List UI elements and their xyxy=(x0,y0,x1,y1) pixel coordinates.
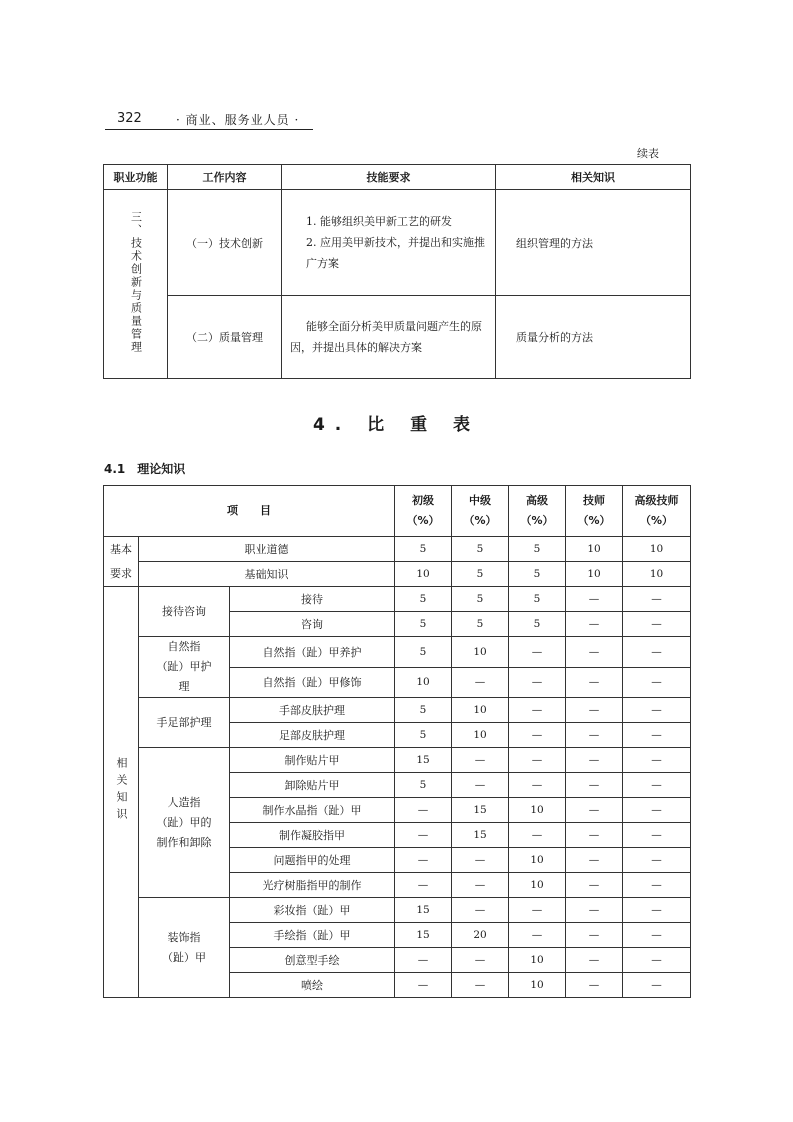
value-cell: 15 xyxy=(452,798,509,823)
col-header-skills: 技能要求 xyxy=(282,165,496,190)
value-cell: 10 xyxy=(509,848,566,873)
value-cell: — xyxy=(566,948,623,973)
group-label: 基本要求 xyxy=(110,542,132,580)
value-cell: — xyxy=(452,873,509,898)
category-label: 接待咨询 xyxy=(162,604,206,618)
value-cell: 15 xyxy=(395,748,452,773)
col-header-function: 职业功能 xyxy=(104,165,168,190)
value-cell: 5 xyxy=(395,698,452,723)
value-cell: 10 xyxy=(623,562,691,587)
value-cell: 5 xyxy=(395,773,452,798)
section-title: 4. 比 重 表 xyxy=(312,415,481,435)
subitem-label: 光疗树脂指甲的制作 xyxy=(230,873,395,898)
weight-table-header xyxy=(104,486,691,537)
subitem-label: 手部皮肤护理 xyxy=(230,698,395,723)
category-label: 人造指（趾）甲的制作和卸除 xyxy=(156,795,212,849)
value-cell: 5 xyxy=(509,562,566,587)
value-cell: — xyxy=(509,667,566,698)
function-label: 三、技术创新与质量管理 xyxy=(129,211,143,354)
value-cell: 10 xyxy=(452,723,509,748)
value-cell: — xyxy=(566,898,623,923)
value-cell: — xyxy=(566,637,623,668)
value-cell: 15 xyxy=(395,923,452,948)
value-cell: — xyxy=(452,898,509,923)
value-cell: — xyxy=(623,923,691,948)
value-cell: 5 xyxy=(395,723,452,748)
value-cell: 10 xyxy=(566,537,623,562)
value-cell: — xyxy=(623,637,691,668)
skills-cell xyxy=(282,296,496,379)
table-row xyxy=(104,698,691,723)
table-row xyxy=(104,537,691,562)
value-cell: — xyxy=(509,723,566,748)
col-header-knowledge: 相关知识 xyxy=(496,165,691,190)
skills-cell xyxy=(282,190,496,296)
value-cell: — xyxy=(395,948,452,973)
value-cell: — xyxy=(623,773,691,798)
value-cell: — xyxy=(452,748,509,773)
value-cell: 5 xyxy=(395,637,452,668)
value-cell: 5 xyxy=(509,537,566,562)
value-cell: — xyxy=(566,587,623,612)
level-header xyxy=(452,486,509,537)
subitem-label: 问题指甲的处理 xyxy=(230,848,395,873)
subitem-label: 自然指（趾）甲修饰 xyxy=(230,667,395,698)
item-label: 基础知识 xyxy=(139,562,395,587)
subitem-label: 彩妆指（趾）甲 xyxy=(230,898,395,923)
value-cell: — xyxy=(509,823,566,848)
value-cell: 10 xyxy=(509,973,566,998)
value-cell: 10 xyxy=(566,562,623,587)
value-cell: — xyxy=(509,898,566,923)
header-rule xyxy=(105,129,313,130)
level-name: 初级 xyxy=(412,494,434,507)
value-cell: — xyxy=(452,773,509,798)
table-row xyxy=(104,562,691,587)
content-cell: （一）技术创新 xyxy=(168,190,282,296)
subitem-label: 制作凝胶指甲 xyxy=(230,823,395,848)
group-label: 相关知识 xyxy=(115,756,128,825)
continued-label: 续表 xyxy=(637,147,659,160)
knowledge-cell: 组织管理的方法 xyxy=(496,190,691,296)
group-cell xyxy=(104,537,139,587)
value-cell: — xyxy=(623,748,691,773)
item-label: 职业道德 xyxy=(139,537,395,562)
value-cell: — xyxy=(623,723,691,748)
table-row xyxy=(104,637,691,668)
level-unit: （%） xyxy=(406,514,440,527)
category-label: 装饰指（趾）甲 xyxy=(162,930,206,964)
category-label: 自然指（趾）甲护理 xyxy=(156,640,212,693)
weight-table-body xyxy=(104,537,691,998)
value-cell: — xyxy=(566,823,623,848)
value-cell: 5 xyxy=(452,537,509,562)
table-row xyxy=(104,748,691,773)
value-cell: — xyxy=(566,667,623,698)
level-name: 中级 xyxy=(469,494,491,507)
value-cell: — xyxy=(566,798,623,823)
level-header xyxy=(566,486,623,537)
item-header: 项 目 xyxy=(104,486,395,537)
group-cell xyxy=(104,587,139,998)
value-cell: — xyxy=(623,698,691,723)
value-cell: — xyxy=(566,748,623,773)
value-cell: — xyxy=(395,798,452,823)
level-header xyxy=(395,486,452,537)
subitem-label: 创意型手绘 xyxy=(230,948,395,973)
value-cell: — xyxy=(566,923,623,948)
category-cell xyxy=(139,698,230,748)
value-cell: 5 xyxy=(452,612,509,637)
value-cell: — xyxy=(452,667,509,698)
subitem-label: 喷绘 xyxy=(230,973,395,998)
value-cell: 10 xyxy=(452,637,509,668)
value-cell: — xyxy=(566,612,623,637)
value-cell: — xyxy=(395,848,452,873)
skills-table-header xyxy=(104,165,691,190)
value-cell: — xyxy=(566,848,623,873)
value-cell: — xyxy=(395,823,452,848)
value-cell: — xyxy=(623,587,691,612)
value-cell: — xyxy=(623,848,691,873)
content-cell: （二）质量管理 xyxy=(168,296,282,379)
value-cell: 5 xyxy=(395,612,452,637)
skill-item: 1. 能够组织美甲新工艺的研发 xyxy=(306,215,452,228)
value-cell: — xyxy=(623,898,691,923)
value-cell: — xyxy=(509,923,566,948)
value-cell: — xyxy=(509,748,566,773)
value-cell: — xyxy=(509,698,566,723)
subitem-label: 手绘指（趾）甲 xyxy=(230,923,395,948)
level-unit: （%） xyxy=(577,514,611,527)
level-header xyxy=(623,486,691,537)
value-cell: 10 xyxy=(452,698,509,723)
value-cell: — xyxy=(509,637,566,668)
category-cell xyxy=(139,587,230,637)
value-cell: 10 xyxy=(509,798,566,823)
value-cell: — xyxy=(566,773,623,798)
table-row xyxy=(104,898,691,923)
value-cell: 10 xyxy=(395,562,452,587)
value-cell: — xyxy=(623,612,691,637)
category-cell xyxy=(139,748,230,898)
value-cell: 5 xyxy=(452,562,509,587)
value-cell: — xyxy=(509,773,566,798)
value-cell: — xyxy=(395,973,452,998)
value-cell: — xyxy=(452,848,509,873)
category-cell xyxy=(139,637,230,698)
table-row xyxy=(104,587,691,612)
level-name: 高级技师 xyxy=(634,494,679,507)
function-cell xyxy=(104,190,168,379)
value-cell: 5 xyxy=(395,587,452,612)
value-cell: 15 xyxy=(395,898,452,923)
subitem-label: 卸除贴片甲 xyxy=(230,773,395,798)
value-cell: 10 xyxy=(623,537,691,562)
col-header-content: 工作内容 xyxy=(168,165,282,190)
subitem-label: 制作水晶指（趾）甲 xyxy=(230,798,395,823)
value-cell: 20 xyxy=(452,923,509,948)
table-row xyxy=(104,190,691,296)
level-unit: （%） xyxy=(639,514,674,527)
knowledge-cell: 质量分析的方法 xyxy=(496,296,691,379)
subitem-label: 制作贴片甲 xyxy=(230,748,395,773)
table-row xyxy=(104,296,691,379)
subitem-label: 咨询 xyxy=(230,612,395,637)
weight-table xyxy=(103,485,691,998)
value-cell: — xyxy=(623,973,691,998)
value-cell: 5 xyxy=(395,537,452,562)
value-cell: 15 xyxy=(452,823,509,848)
book-title: · 商业、服务业人员 · xyxy=(176,113,300,127)
value-cell: 10 xyxy=(509,873,566,898)
subitem-label: 自然指（趾）甲养护 xyxy=(230,637,395,668)
value-cell: — xyxy=(566,873,623,898)
skill-item: 能够全面分析美甲质量问题产生的原因，并提出具体的解决方案 xyxy=(290,320,482,354)
value-cell: — xyxy=(623,798,691,823)
value-cell: — xyxy=(623,823,691,848)
category-cell xyxy=(139,898,230,998)
value-cell: — xyxy=(566,723,623,748)
value-cell: — xyxy=(452,973,509,998)
level-name: 高级 xyxy=(526,494,548,507)
level-name: 技师 xyxy=(583,494,605,507)
value-cell: 5 xyxy=(509,587,566,612)
value-cell: — xyxy=(566,698,623,723)
skill-item: 2. 应用美甲新技术，并提出和实施推广方案 xyxy=(306,236,485,270)
value-cell: — xyxy=(395,873,452,898)
level-unit: （%） xyxy=(463,514,497,527)
value-cell: — xyxy=(623,948,691,973)
level-header xyxy=(509,486,566,537)
level-unit: （%） xyxy=(520,514,554,527)
value-cell: — xyxy=(623,873,691,898)
value-cell: — xyxy=(452,948,509,973)
page-number: 322 xyxy=(117,111,142,126)
value-cell: — xyxy=(566,973,623,998)
subitem-label: 足部皮肤护理 xyxy=(230,723,395,748)
value-cell: 10 xyxy=(509,948,566,973)
skills-table xyxy=(103,164,691,379)
value-cell: 5 xyxy=(509,612,566,637)
value-cell: 5 xyxy=(452,587,509,612)
category-label: 手足部护理 xyxy=(156,715,212,729)
value-cell: — xyxy=(623,667,691,698)
subitem-label: 接待 xyxy=(230,587,395,612)
subsection-title: 4.1 理论知识 xyxy=(104,462,186,476)
value-cell: 10 xyxy=(395,667,452,698)
